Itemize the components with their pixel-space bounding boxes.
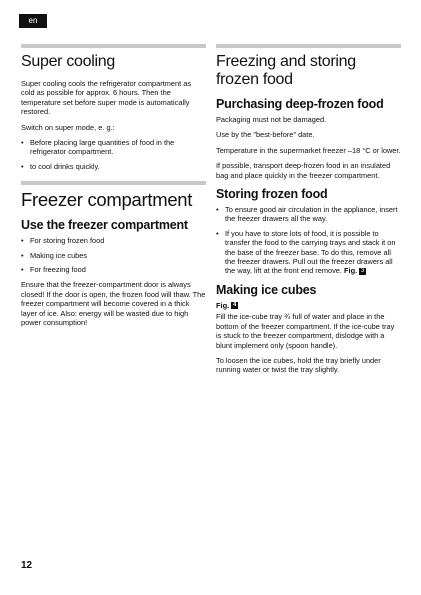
- list-item: • To ensure good air circulation in the appliance, insert the freezer drawers all the way.: [216, 205, 401, 224]
- list-item: • to cool drinks quickly.: [21, 162, 206, 171]
- figure-number-badge: 4: [232, 302, 237, 309]
- ice-cubes-paragraph: To loosen the ice cubes, hold the tray briefly under running water or twist the tray slightly.: [216, 355, 381, 375]
- purchasing-paragraph: If possible, transport deep-frozen food in an insulated bag and place quickly in the freezer compartment.: [216, 161, 391, 180]
- section-divider: [21, 44, 206, 48]
- ice-cubes-heading: Making ice cubes: [216, 282, 317, 297]
- figure-label: [216, 301, 401, 310]
- left-column: [21, 44, 206, 334]
- figure-number-badge: 3: [360, 268, 365, 275]
- list-item: • Before placing large quantities of food in the refrigerator compartment.: [21, 138, 206, 157]
- freezer-use-list: [21, 236, 206, 274]
- super-cooling-switch-on: Switch on super mode, e. g.:: [21, 122, 115, 132]
- right-column: [216, 44, 401, 381]
- page-number: 12: [21, 560, 33, 571]
- list-item: • For freezing food: [21, 265, 206, 274]
- freezer-door-warning: Ensure that the freezer-compartment door is always closed! If the door is open, the frozen food will thaw. The freezer compartment will become covered in a thick layer of ice. Also: energy will be wasted due to high power consumption!: [21, 280, 206, 328]
- freezing-storing-title: Freezing and storing frozen food: [216, 53, 356, 88]
- purchasing-heading: Purchasing deep-frozen food: [216, 97, 384, 111]
- language-tab: en: [19, 14, 47, 28]
- storing-list: [216, 205, 401, 276]
- storing-bullet-text: If you have to store lots of food, it is possible to transfer the food to the carrying trays and stack it on the base of the freezer base. To do this, remove all the freezer drawers. Pull out the freezer drawers all the way, lift at the front end remove.: [225, 228, 396, 276]
- purchasing-paragraph: Packaging must not be damaged.: [216, 115, 327, 124]
- purchasing-paragraph: Use by the "best-before" date.: [216, 130, 315, 140]
- figure-reference: Fig.: [344, 266, 358, 276]
- section-divider: [216, 44, 401, 48]
- list-item: • For storing frozen food: [21, 236, 206, 245]
- super-cooling-title: Super cooling: [21, 53, 115, 70]
- storing-heading: Storing frozen food: [216, 187, 328, 202]
- super-cooling-intro: Super cooling cools the refrigerator compartment as cold as possible for approx. 6 hours. Then the temperature set before super mode is automatically restored.: [21, 79, 192, 117]
- ice-cubes-paragraph: Fill the ice-cube tray ¾ full of water and place in the bottom of the freezer compartment. If the ice-cube tray is stuck to the freezer compartment, dislodge with a blunt implement only (spoon handle).: [216, 312, 395, 350]
- list-item: [216, 229, 401, 276]
- super-cooling-list: [21, 138, 206, 171]
- freezer-compartment-title: Freezer compartment: [21, 189, 193, 211]
- use-freezer-heading: Use the freezer compartment: [21, 218, 188, 233]
- list-item: • Making ice cubes: [21, 251, 206, 260]
- figure-label-text: Fig.: [216, 300, 230, 310]
- section-divider: [21, 181, 206, 185]
- purchasing-paragraph: Temperature in the supermarket freezer –18 °C or lower.: [216, 145, 401, 155]
